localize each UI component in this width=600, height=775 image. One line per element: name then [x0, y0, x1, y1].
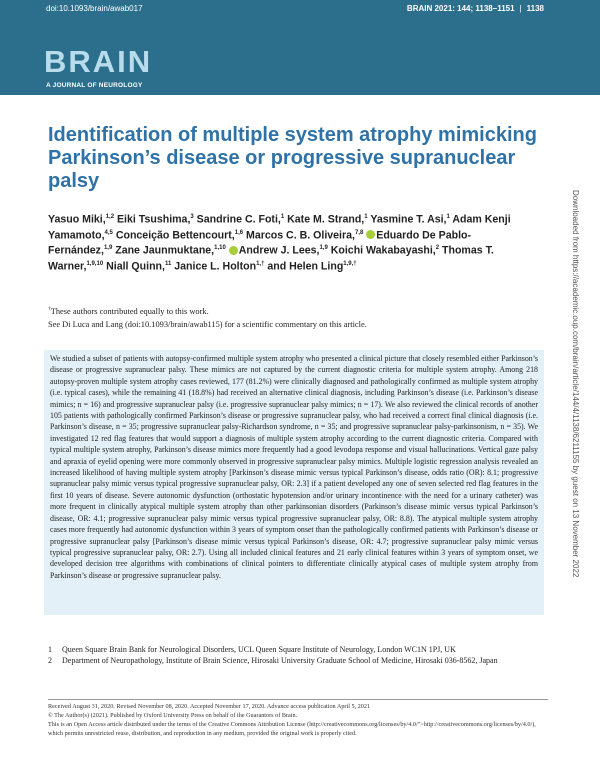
affiliation-1: 1 Queen Square Brain Bank for Neurological Disorders, UCL Queen Square Institute of Neurology, London WC1N 1PJ, UK [48, 645, 456, 654]
page-number: 1138 [526, 4, 544, 13]
article-doi[interactable]: doi:10.1093/brain/awab017 [46, 4, 143, 13]
author-notes [48, 303, 548, 331]
journal-citation [407, 4, 544, 13]
citation-separator: | [519, 4, 522, 13]
commentary-note: See Di Luca and Lang (doi:10.1093/brain/awab115) for a scientific commentary on this article. [48, 319, 367, 329]
download-watermark: Downloaded from https://academic.oup.com/brain/article/144/4/1138/6211155 by guest on 13 November 2022 [571, 190, 580, 578]
abstract-box: We studied a subset of patients with autopsy-confirmed multiple system atrophy who presented a clinical picture that closely resembled either Parkinson’s disease or progressive supranuclear palsy. These mimics are not captured by the current diagnostic criteria for multiple system atrophy. Among 218 autopsy-proven multiple system atrophy cases reviewed, 177 (81.2%) were clinically diagnosed and pathologically confirmed as multiple system atrophy (i.e. typical cases), while the remaining 41 (18.8%) had received an alternative clinical diagnosis, including Parkinson’s disease (i.e. Parkinson’s disease mimics; n = 16) and progressive supranuclear palsy (i.e. progressive supranuclear palsy mimics; n = 17). We also reviewed the clinical records of another 105 patients with pathologically confirmed Parkinson’s disease or progressive supranuclear palsy, who had received a correct final clinical diagnosis (i.e. Parkinson’s disease, n = 35; progressive supranuclear palsy-Richardson syndrome, n = 35; and progressive supranuclear palsy-parkinsonism, n = 35). We investigated 12 red flag features that would support a diagnosis of multiple system atrophy according to the current diagnostic criteria. Compared with typical multiple system atrophy, Parkinson’s disease mimics more frequently had a good levodopa response and visual hallucinations. Vertical gaze palsy and apraxia of eyelid opening were more commonly observed in progressive supranuclear palsy mimics. Multiple logistic regression analysis revealed an increased likelihood of having multiple system atrophy [Parkinson’s disease mimic versus typical Parkinson’s disease, odds ratio (OR): 8.1; progressive supranuclear palsy mimic versus typical progressive supranuclear palsy, OR: 2.3] if a patient developed any one of seven selected red flag features in the first 10 years of disease. Severe autonomic dysfunction (orthostatic hypotension and/or urinary incontinence with the need for a urinary catheter) was more frequent in clinically atypical multiple system atrophy than other parkinsonian disorders (Parkinson’s disease mimic versus typical Parkinson’s disease, OR: 4.1; progressive supranuclear palsy mimic versus typical progressive supranuclear palsy, OR: 8.8). The atypical multiple system atrophy cases more frequently had autonomic dysfunction within 3 years of symptom onset than the pathologically confirmed patients with Parkinson’s disease or progressive supranuclear palsy [Parkinson’s disease mimic versus typical Parkinson’s disease, OR: 4.7; progressive supranuclear palsy mimic versus typical progressive supranuclear palsy, OR: 2.7). Using all included clinical features and 21 early clinical features within 3 years of symptom onset, we developed decision tree algorithms with combinations of clinical pointers to differentiate clinically atypical cases of multiple system atrophy from Parkinson’s disease or progressive supranuclear palsy. [44, 350, 544, 615]
publication-footer [48, 699, 548, 738]
journal-header-band [0, 0, 600, 95]
citation-text: BRAIN 2021: 144; 1138–1151 [406, 4, 515, 13]
affiliation-2: 2 Department of Neuropathology, Institute of Brain Science, Hirosaki University Graduate School of Medicine, Hirosaki 036-8562, Japan [48, 655, 498, 665]
article-title: Identification of multiple system atrophy mimicking Parkinson’s disease or progressive supranuclear palsy [48, 124, 537, 192]
affiliations [48, 645, 548, 666]
copyright-line: © The Author(s) (2021). Published by Oxford University Press on behalf of the Guarantors of Brain. [48, 712, 298, 719]
brain-logo-subtitle: A JOURNAL OF NEUROLOGY [46, 82, 143, 89]
equal-contribution-note: †These authors contributed equally to this work. [48, 306, 209, 316]
author-list: Yasuo Miki,$^{1,2}$ Eiki Tsushima,$^3$ Sandrine C. Foti,$^1$ Kate M. Strand,$^1$ Yasmine T. Asi,$^1$ Adam Kenji Yamamoto,$^{4,5}$ Conceição Bettencourt,$^{1,6}$ Marcos C. B. Oliveira,$^{7,8}$ Eduardo De Pablo-Fernández,$^{1,9}$ Zane Jaunmuktane,$^{1,10}$ Andrew J. Lees,$^{1,9}$ Koichi Wakabayashi,$^2$ Thomas T. Warner,$^{1,9,10}$ Niall Quinn,$^{11}$ Janice L. Holton$^{1,\dagger}$ and Helen Ling$^{1,9,\dagger}$ [48, 213, 511, 273]
received-dates: Received August 31, 2020. Revised November 08, 2020. Accepted November 17, 2020. Advance access publication April 5, 2021 [48, 703, 371, 710]
license-text: This is an Open Access article distributed under the terms of the Creative Commons Attribution License (http://creativecommons.org/licenses/by/4.0/">http://creativecommons.org/licenses/by/4.0/), which permits unrestricted reuse, distribution, and reproduction in any medium, provided the original work is properly cited. [48, 721, 536, 737]
brain-logo: BRAIN [44, 44, 153, 79]
